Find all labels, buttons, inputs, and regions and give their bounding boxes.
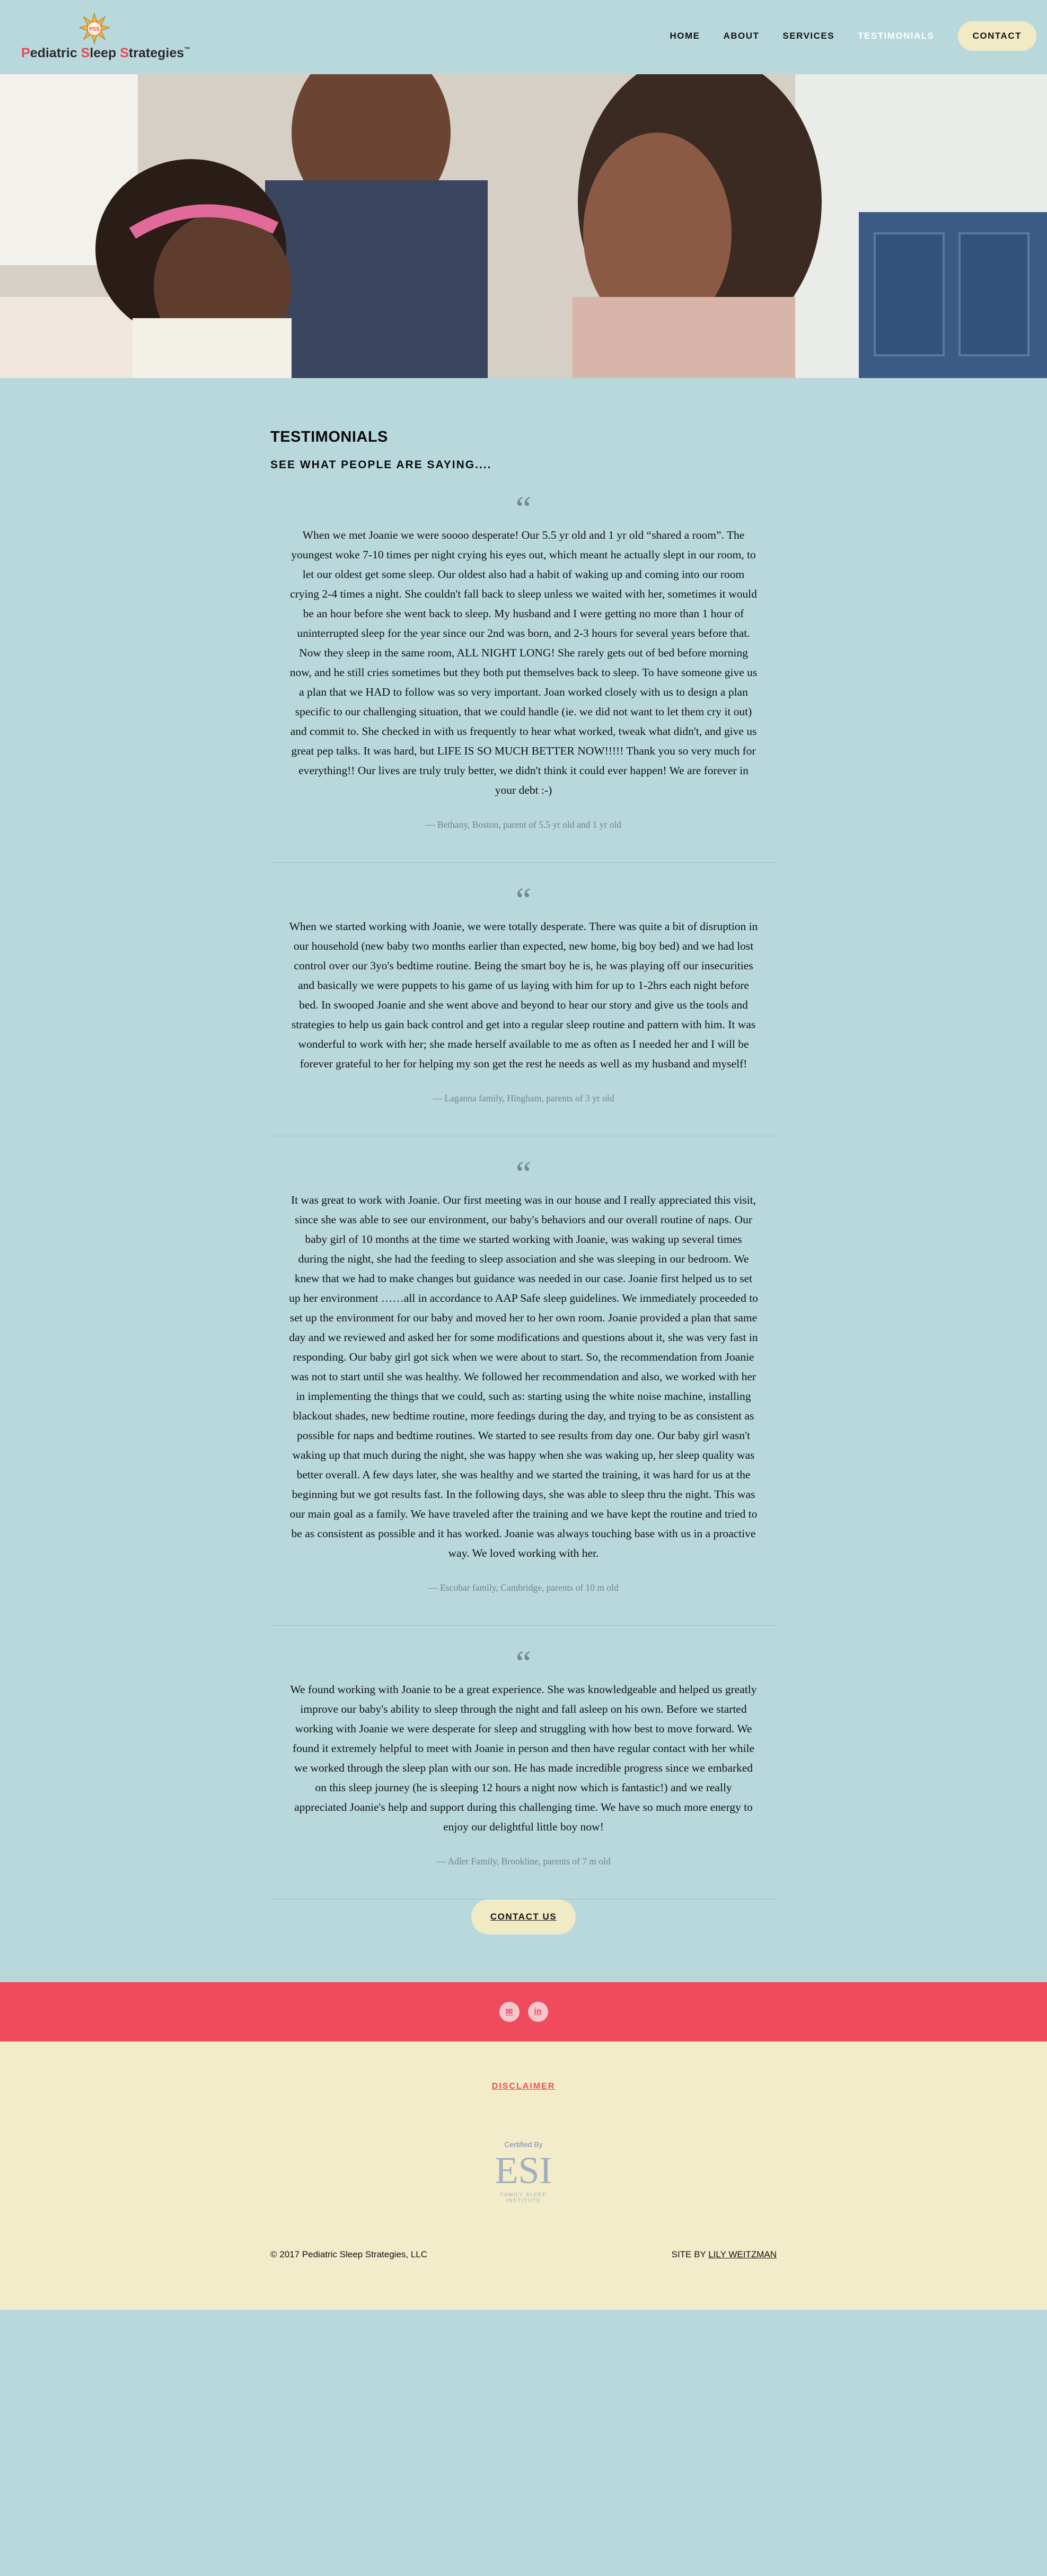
logo-badge-text: PSS <box>89 27 100 32</box>
nav-testimonials[interactable]: TESTIMONIALS <box>858 31 935 41</box>
testimonial-text: When we started working with Joanie, we were totally desperate. There was quite a bit of disruption in our household (new baby two months earlier than expected, new home, big boy bed) and we had lost control over our 3yo's bedtime routine. Being the smart boy he is, he was playing off our insecurities and basically we were puppets to his game of us laying with him for up to 1-2hrs each night before bed. In swooped Joanie and she went above and beyond to hear our story and give us the tools and strategies to help us gain back control and get into a regular sleep routine and pattern with him. It was wonderful to work with her; she made herself available to me as often as I needed her and I will be forever grateful to her for helping my son get the rest he needs as well as my husband and myself! <box>289 920 758 1070</box>
contact-us-button[interactable]: CONTACT US <box>471 1899 576 1934</box>
testimonial-text: When we met Joanie we were soooo desperate! Our 5.5 yr old and 1 yr old “shared a room”. The youngest woke 7-10 times per night crying his eyes out, which meant he actually slept in our room, to let our oldest get some sleep. Our oldest also had a habit of waking up and coming into our room crying 2-4 times a night. She couldn't fall back to sleep unless we waited with her, sometimes it would be an hour before she went back to sleep. My husband and I were getting no more than 1 hour of uninterrupted sleep for the year since our 2nd was born, and 2-3 hours for several years before that. Now they sleep in the same room, ALL NIGHT LONG! She rarely gets out of bed before morning now, and he still cries sometimes but they both put themselves back to sleep. To have someone give us a plan that we HAD to follow was so very important. Joan worked closely with us to design a plan specific to our challenging situation, that we could handle (ie. we did not want to let them cry it out) and commit to. She checked in with us frequently to hear what worked, tweak what didn't, and give us great pep talks. It was hard, but LIFE IS SO MUCH BETTER NOW!!!!! Thank you so very much for everything!! Our lives are truly truly better, we didn't think it could ever happen! We are forever in your debt :-) <box>289 529 758 796</box>
quote-mark-icon: “ <box>515 881 532 919</box>
esi-logo-letters: ESI <box>495 2149 552 2192</box>
cta-section <box>270 1899 777 1982</box>
logo-letter: S <box>120 46 129 60</box>
logo-word: ediatric <box>30 46 81 60</box>
testimonial-card <box>270 1136 777 1626</box>
logo-trademark: ™ <box>184 46 191 53</box>
hero-image <box>0 74 1047 378</box>
testimonial-author: — Bethany, Boston, parent of 5.5 yr old and 1 yr old <box>425 819 622 830</box>
esi-logo-name: FAMILY SLEEP INSTITUTE <box>500 2192 547 2204</box>
logo-star-icon <box>78 13 110 45</box>
main-nav <box>670 21 1036 51</box>
logo-word: trategies <box>128 46 184 60</box>
main-content <box>270 378 777 1982</box>
copyright-text: © 2017 Pediatric Sleep Strategies, LLC <box>270 2249 428 2259</box>
social-links <box>0 1982 1047 2041</box>
credit-link[interactable]: LILY WEITZMAN <box>708 2249 777 2259</box>
testimonial-author: — Adler Family, Brookline, parents of 7 m old <box>436 1856 611 1867</box>
site-header <box>0 0 1047 74</box>
logo-letter: P <box>21 46 30 60</box>
testimonial-author: — Laganna family, Hingham, parents of 3 yr old <box>433 1093 614 1103</box>
logo-word: leep <box>90 46 120 60</box>
quote-mark-icon: “ <box>515 1154 532 1193</box>
credit-prefix: SITE BY <box>671 2249 709 2259</box>
email-icon[interactable]: ✉ <box>499 2002 520 2022</box>
testimonial-card <box>270 863 777 1136</box>
testimonial-text: It was great to work with Joanie. Our first meeting was in our house and I really appreciated this visit, since she was able to see our environment, our baby's behaviors and our overall routine of naps. Our baby girl of 10 months at the time we started working with Joanie, was waking up several times during the night, she had the feeding to sleep association and she was sleeping in our bedroom. We knew that we had to make changes but guidance was needed in our case. Joanie first helped us to set up her environment ……all in accordance to AAP Safe sleep guidelines. We immediately proceeded to set up the environment for our baby and moved her to her own room. Joanie provided a plan that same day and we reviewed and asked her for some modifications and questions about it, she was very fast in responding. Our baby girl got sick when we were about to start. So, the recommendation from Joanie was not to start until she was healthy. We followed her recommendation and also, we worked with her in implementing the things that we could, such as: starting using the white noise machine, installing blackout shades, new bedtime routine, more feedings during the day, and trying to be as consistent as possible for naps and bedtime routines. We started to see results from day one. Our baby girl wasn't waking up that much during the night, she was happy when she was waking up, her sleep quality was better overall. A few days later, she was healthy and we started the training, it was hard for us at the beginning but we got results fast. In the following days, she was able to sleep thru the night. This was our main goal as a family. We have traveled after the training and we have kept the routine and tried to be as consistent as possible and it has worked. Joanie was always touching base with us in a proactive way. We loved working with her. <box>289 1194 758 1559</box>
testimonial-author: — Escobar family, Cambridge, parents of 10 m old <box>428 1582 619 1593</box>
logo-wordmark <box>21 46 190 61</box>
logo-letter: S <box>81 46 90 60</box>
certified-label: Certified By <box>504 2140 543 2149</box>
testimonial-card <box>270 471 777 863</box>
linkedin-icon[interactable]: in <box>528 2002 548 2022</box>
testimonial-card <box>270 1626 777 1899</box>
page-title: TESTIMONIALS <box>270 428 388 445</box>
quote-mark-icon: “ <box>515 1644 532 1683</box>
disclaimer-link[interactable]: DISCLAIMER <box>491 2082 556 2091</box>
nav-contact-button[interactable]: CONTACT <box>958 21 1036 51</box>
site-footer <box>0 2041 1047 2310</box>
nav-services[interactable]: SERVICES <box>782 31 835 41</box>
testimonial-text: We found working with Joanie to be a great experience. She was knowledgeable and helped us greatly improve our baby's ability to sleep through the night and fall asleep on his own. Before we started working with Joanie we were desperate for sleep and struggling with how best to move forward. We found it extremely helpful to meet with Joanie in person and then have regular contact with her while we worked through the sleep plan with our son. He has made incredible progress since we embarked on this sleep journey (he is sleeping 12 hours a night now which is fantastic!) and we really appreciated Joanie's help and support during this challenging time. We have so much more energy to enjoy our delightful little boy now! <box>290 1683 757 1833</box>
certified-badge[interactable] <box>492 2140 556 2225</box>
nav-about[interactable]: ABOUT <box>723 31 760 41</box>
page-subtitle: SEE WHAT PEOPLE ARE SAYING.... <box>270 459 492 471</box>
site-credit <box>672 2249 777 2260</box>
nav-home[interactable]: HOME <box>670 31 700 41</box>
site-logo[interactable] <box>21 11 191 64</box>
quote-mark-icon: “ <box>515 489 532 528</box>
hero-family-illustration <box>0 74 1047 378</box>
